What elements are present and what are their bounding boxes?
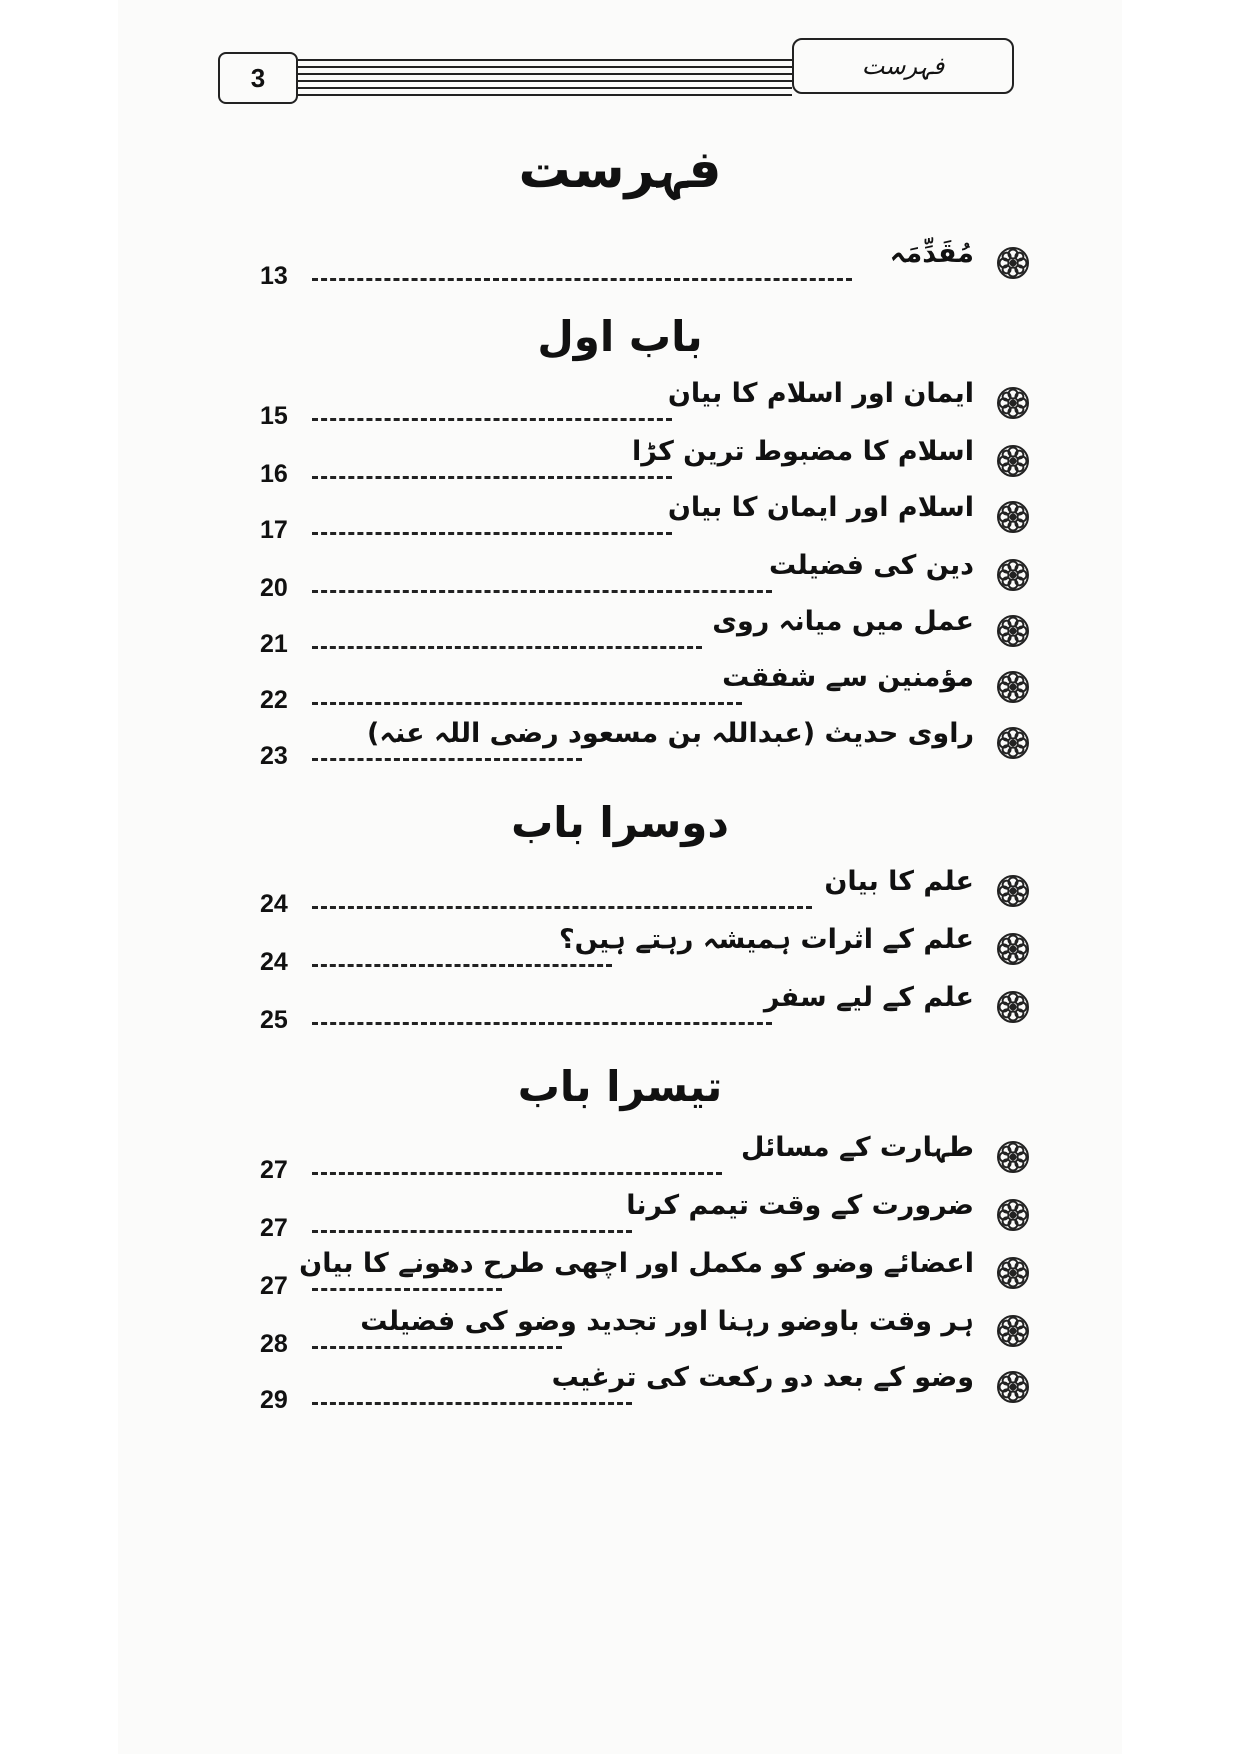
toc-entry-title: علم کے اثرات ہمیشہ رہتے ہیں؟ — [559, 924, 974, 955]
leader-dots — [312, 1230, 632, 1233]
flower-bullet-icon — [996, 386, 1030, 420]
leader-dots — [312, 532, 672, 535]
section-title-1: باب اول — [537, 312, 703, 361]
toc-entry-title: وضو کے بعد دو رکعت کی ترغیب — [551, 1362, 974, 1393]
toc-entry — [260, 1248, 1030, 1298]
running-title: فہرست — [861, 52, 945, 80]
toc-entry-title: عمل میں میانہ روی — [712, 606, 974, 637]
toc-entry — [260, 866, 1030, 916]
running-title-box — [792, 38, 1014, 94]
section-title-2: دوسرا باب — [511, 798, 729, 847]
leader-dots — [312, 906, 812, 909]
toc-entry — [260, 492, 1030, 542]
toc-entry-title: مؤمنین سے شفقت — [722, 662, 974, 693]
toc-entry — [260, 550, 1030, 600]
toc-page-number: 22 — [260, 686, 288, 714]
flower-bullet-icon — [996, 874, 1030, 908]
leader-dots — [312, 590, 772, 593]
flower-bullet-icon — [996, 558, 1030, 592]
toc-entry — [260, 924, 1030, 974]
flower-bullet-icon — [996, 500, 1030, 534]
toc-page-number: 21 — [260, 630, 288, 658]
toc-entry-title: راوی حدیث (عبداللہ بن مسعود رضی اللہ عنہ) — [367, 718, 974, 749]
toc-entry-title: علم کے لیے سفر — [763, 982, 974, 1013]
flower-bullet-icon — [996, 1370, 1030, 1404]
leader-dots — [312, 278, 852, 281]
flower-bullet-icon — [996, 1314, 1030, 1348]
toc-entry-title: ضرورت کے وقت تیمم کرنا — [626, 1190, 974, 1221]
leader-dots — [312, 1288, 502, 1291]
leader-dots — [312, 1402, 632, 1405]
toc-entry — [260, 1190, 1030, 1240]
flower-bullet-icon — [996, 932, 1030, 966]
toc-entry-title: دین کی فضیلت — [768, 550, 974, 581]
toc-entry — [260, 1132, 1030, 1182]
flower-bullet-icon — [996, 726, 1030, 760]
flower-bullet-icon — [996, 444, 1030, 478]
toc-entry-title: ہر وقت باوضو رہنا اور تجدید وضو کی فضیلت — [360, 1306, 974, 1337]
section-title-3: تیسرا باب — [517, 1062, 723, 1111]
toc-entry — [260, 982, 1030, 1032]
leader-dots — [312, 1346, 562, 1349]
toc-entry — [260, 718, 1030, 768]
flower-bullet-icon — [996, 246, 1030, 280]
toc-entry — [260, 436, 1030, 486]
flower-bullet-icon — [996, 670, 1030, 704]
toc-entry — [260, 1306, 1030, 1356]
toc-entry — [260, 662, 1030, 712]
toc-page-number: 27 — [260, 1156, 288, 1184]
toc-page-number: 24 — [260, 890, 288, 918]
toc-entry — [260, 1362, 1030, 1412]
toc-page-number: 24 — [260, 948, 288, 976]
page-title: فہرست — [518, 140, 722, 200]
toc-entry-title: ایمان اور اسلام کا بیان — [667, 378, 974, 409]
toc-entry-title: علم کا بیان — [824, 866, 974, 897]
leader-dots — [312, 418, 672, 421]
toc-entry-intro — [260, 238, 1030, 288]
toc-entry-title: اسلام اور ایمان کا بیان — [667, 492, 974, 523]
toc-entry-title: اسلام کا مضبوط ترین کڑا — [632, 436, 974, 467]
leader-dots — [312, 1022, 772, 1025]
leader-dots — [312, 1172, 722, 1175]
toc-page-number: 29 — [260, 1386, 288, 1414]
page-number-box — [218, 52, 298, 104]
toc-page-number: 20 — [260, 574, 288, 602]
toc-page-number: 28 — [260, 1330, 288, 1358]
toc-entry — [260, 378, 1030, 428]
toc-entry-title: مُقَدِّمَہ — [889, 238, 974, 269]
leader-dots — [312, 646, 702, 649]
flower-bullet-icon — [996, 614, 1030, 648]
flower-bullet-icon — [996, 1256, 1030, 1290]
toc-page-number: 13 — [260, 262, 288, 290]
toc-page-number: 27 — [260, 1272, 288, 1300]
toc-page-number: 25 — [260, 1006, 288, 1034]
toc-page-number: 15 — [260, 402, 288, 430]
toc-entry — [260, 606, 1030, 656]
toc-page-number: 27 — [260, 1214, 288, 1242]
toc-page-number: 23 — [260, 742, 288, 770]
leader-dots — [312, 476, 672, 479]
leader-dots — [312, 758, 582, 761]
flower-bullet-icon — [996, 1140, 1030, 1174]
toc-entry-title: طہارت کے مسائل — [741, 1132, 974, 1163]
toc-page-number: 16 — [260, 460, 288, 488]
header-rule-lines — [298, 56, 792, 100]
page-number: 3 — [250, 62, 266, 93]
leader-dots — [312, 964, 612, 967]
flower-bullet-icon — [996, 990, 1030, 1024]
toc-entry-title: اعضائے وضو کو مکمل اور اچھی طرح دھونے کا بیان — [299, 1248, 974, 1279]
leader-dots — [312, 702, 742, 705]
flower-bullet-icon — [996, 1198, 1030, 1232]
toc-page-number: 17 — [260, 516, 288, 544]
